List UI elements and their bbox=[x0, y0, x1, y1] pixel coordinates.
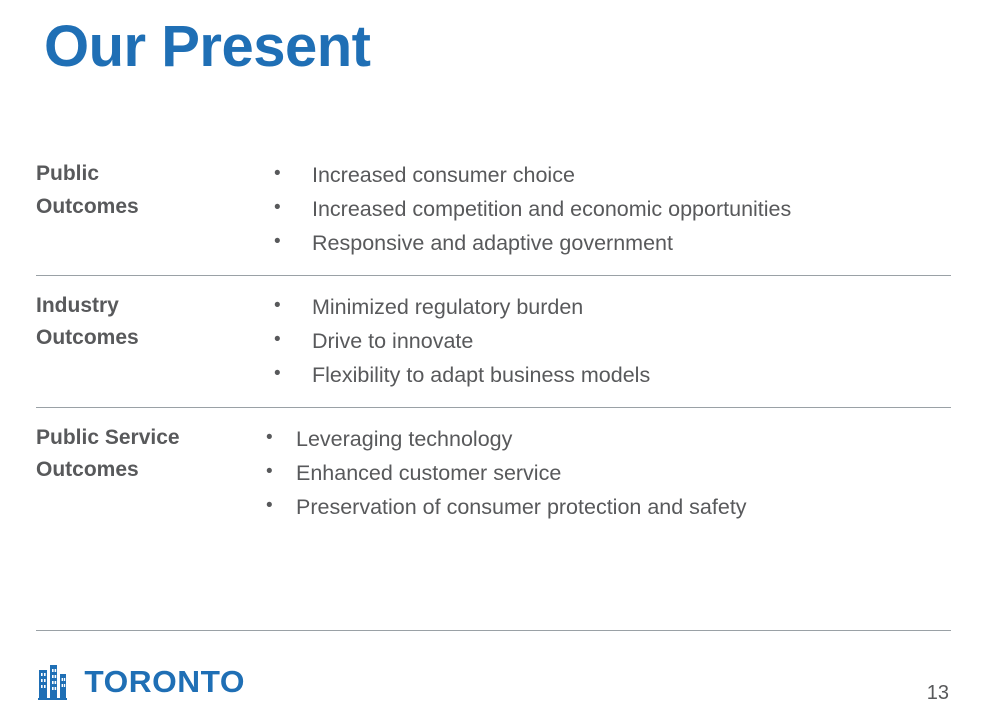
list-item-label: Minimized regulatory burden bbox=[312, 294, 584, 319]
logo-wordmark: TORONTO bbox=[84, 664, 245, 699]
table-row bbox=[36, 158, 951, 275]
page-number: 13 bbox=[926, 682, 949, 704]
page-title: Our Present bbox=[44, 14, 371, 79]
list-item-label: Increased consumer choice bbox=[312, 163, 575, 187]
row-label bbox=[36, 422, 274, 487]
footer-divider bbox=[36, 630, 951, 631]
list-item-label: Leveraging technology bbox=[296, 426, 513, 451]
row-label-line: Public bbox=[36, 162, 100, 185]
list-item bbox=[274, 227, 951, 261]
bullet-icon: • bbox=[274, 328, 281, 350]
row-label bbox=[36, 158, 274, 223]
bullet-icon: • bbox=[274, 196, 281, 218]
bullet-list bbox=[266, 422, 951, 525]
row-label-line: Outcomes bbox=[36, 326, 139, 350]
bullet-icon: • bbox=[274, 230, 281, 252]
list-item bbox=[274, 193, 951, 227]
row-label-line: Industry bbox=[36, 293, 119, 317]
outcomes-table bbox=[36, 158, 951, 539]
list-item-label: Responsive and adaptive government bbox=[312, 230, 673, 255]
list-item-label: Flexibility to adapt business models bbox=[312, 362, 651, 387]
bullet-list bbox=[274, 158, 951, 261]
row-label-line: Public Service bbox=[36, 425, 180, 449]
list-item-label: Increased competition and economic opportunities bbox=[312, 196, 792, 221]
table-row bbox=[36, 275, 951, 407]
list-item bbox=[266, 457, 951, 491]
row-label-line: Outcomes bbox=[36, 458, 139, 482]
table-row bbox=[36, 407, 951, 539]
bullet-icon: • bbox=[266, 426, 273, 448]
list-item bbox=[274, 291, 951, 325]
bullet-list bbox=[274, 290, 951, 393]
list-item-label: Enhanced customer service bbox=[296, 460, 562, 485]
bullet-icon: • bbox=[274, 294, 281, 316]
list-item bbox=[266, 491, 951, 525]
list-item bbox=[266, 423, 951, 457]
list-item-label: Drive to innovate bbox=[312, 328, 474, 353]
row-label-line: Outcomes bbox=[36, 194, 139, 218]
list-item bbox=[274, 159, 951, 193]
toronto-logo bbox=[38, 664, 243, 700]
row-label bbox=[36, 290, 274, 355]
bullet-icon: • bbox=[274, 362, 281, 384]
bullet-icon: • bbox=[266, 494, 273, 516]
bullet-icon: • bbox=[274, 163, 281, 184]
list-item-label: Preservation of consumer protection and safety bbox=[296, 494, 747, 519]
bullet-icon: • bbox=[266, 460, 273, 482]
list-item bbox=[274, 359, 951, 393]
toronto-city-hall-icon bbox=[38, 664, 78, 700]
list-item bbox=[274, 325, 951, 359]
